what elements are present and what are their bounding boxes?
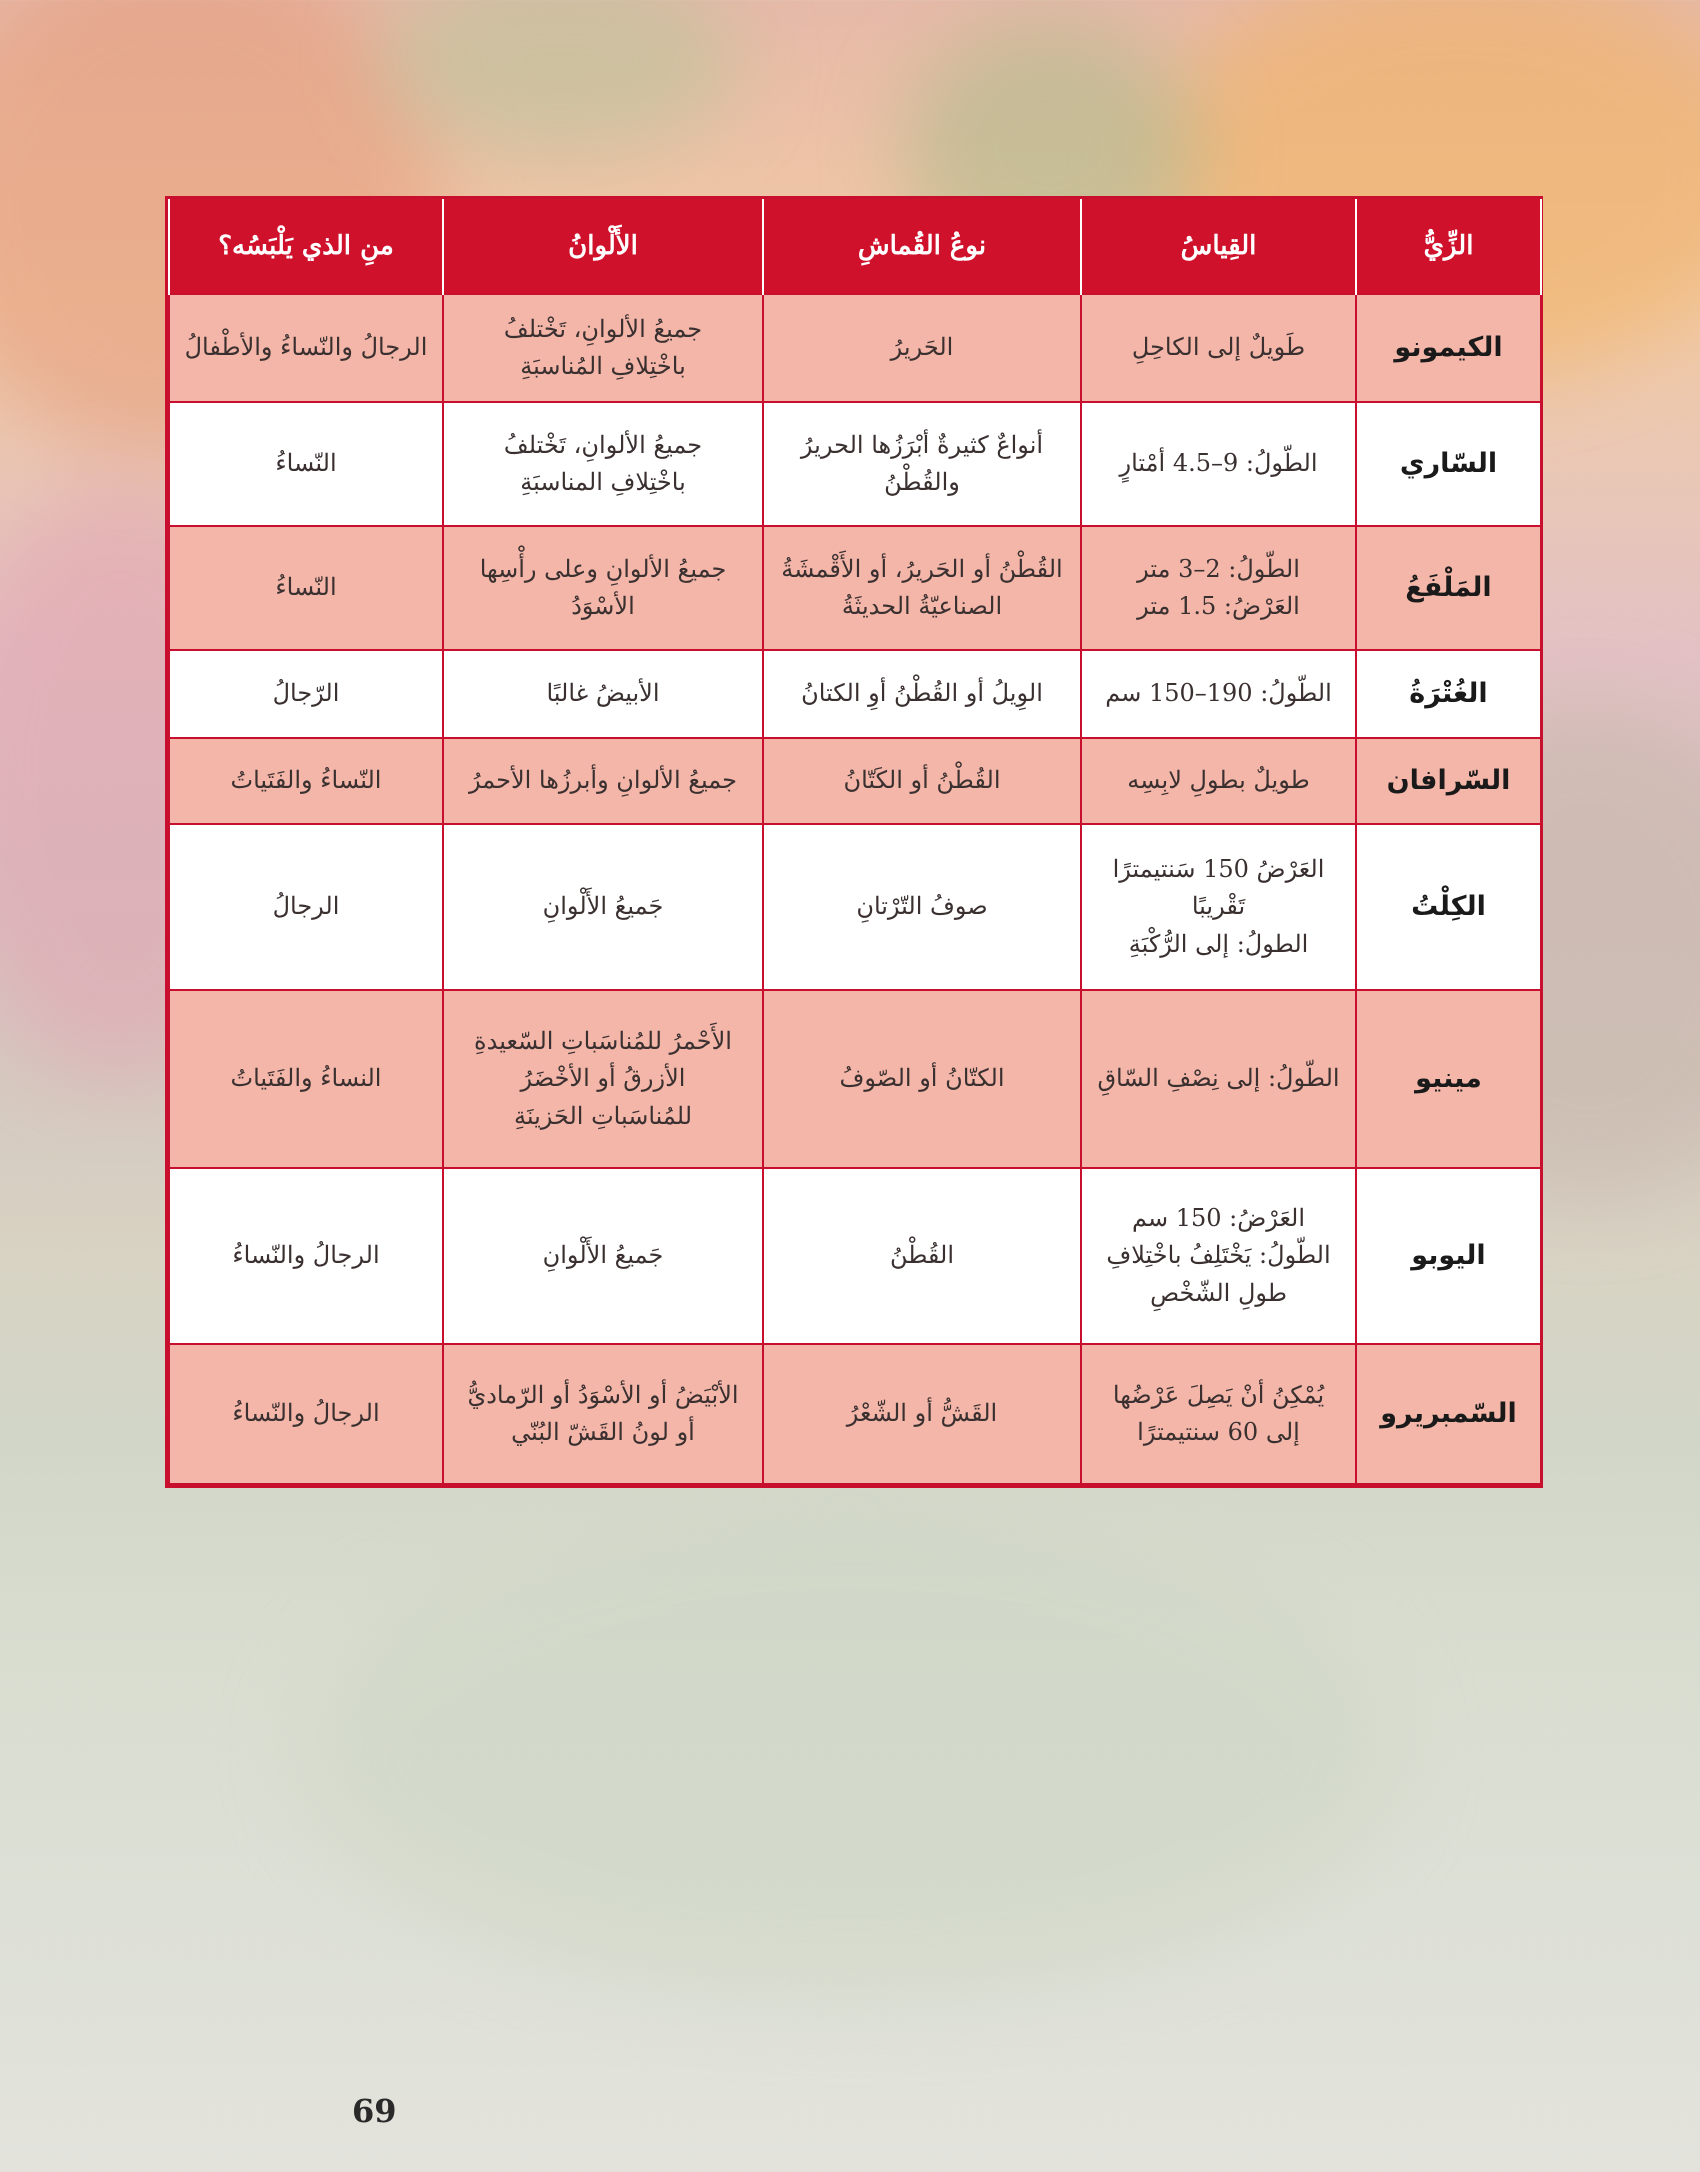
- page-number: 69: [352, 2092, 397, 2130]
- fabric-cell: القُطْنُ أو الكَتّانُ: [763, 738, 1081, 824]
- costume-name: السّرافان: [1356, 738, 1541, 824]
- table-row: [169, 1168, 1541, 1344]
- wearer-cell: النّساءُ: [169, 526, 443, 650]
- fabric-cell: صوفُ التّرْتانِ: [763, 824, 1081, 990]
- table-row: [169, 824, 1541, 990]
- table-row: [169, 1344, 1541, 1484]
- colors-cell: جميعُ الألوانِ وعلى رأْسِها الأسْوَدُ: [443, 526, 763, 650]
- size-cell: الطّولُ: 190–150 سم: [1081, 650, 1356, 738]
- colors-cell: جميعُ الألوانِ، تَخْتلفُ باخْتِلافِ المُناسبَةِ: [443, 294, 763, 402]
- costume-name: المَلْفَعُ: [1356, 526, 1541, 650]
- size-cell: الطّولُ: 9–4.5 أمْتارٍ: [1081, 402, 1356, 526]
- background-pond: [300, 1500, 1400, 2000]
- costume-table-frame: [165, 196, 1543, 1488]
- table-row: [169, 402, 1541, 526]
- fabric-cell: الوِيلُ أو القُطْنُ أوِ الكتانُ: [763, 650, 1081, 738]
- wearer-cell: الرجالُ والنّساءُ: [169, 1168, 443, 1344]
- colors-cell: جميعُ الألوانِ، تَخْتلفُ باخْتِلافِ المناسبَةِ: [443, 402, 763, 526]
- fabric-cell: الحَريرُ: [763, 294, 1081, 402]
- wearer-cell: النّساءُ والفَتَياتُ: [169, 738, 443, 824]
- size-cell: طويلٌ بطولِ لابِسِه: [1081, 738, 1356, 824]
- wearer-cell: الرّجالُ: [169, 650, 443, 738]
- background-tree-top: [380, 0, 740, 160]
- colors-cell: الأبيضُ غالبًا: [443, 650, 763, 738]
- costume-name: السّمبريرو: [1356, 1344, 1541, 1484]
- costume-name: السّاري: [1356, 402, 1541, 526]
- fabric-cell: أنواعٌ كثيرةٌ أبْرَزُها الحريرُ والقُطْنُ: [763, 402, 1081, 526]
- costume-name: اليوبو: [1356, 1168, 1541, 1344]
- costume-name: الكِلْتُ: [1356, 824, 1541, 990]
- size-cell: الطّولُ: إلى نِصْفِ السّاقِ: [1081, 990, 1356, 1168]
- costume-name: الغُتْرَةُ: [1356, 650, 1541, 738]
- wearer-cell: الرجالُ والنّساءُ: [169, 1344, 443, 1484]
- fabric-cell: الكتّانُ أو الصّوفُ: [763, 990, 1081, 1168]
- size-cell: طَويلٌ إلى الكاحِلِ: [1081, 294, 1356, 402]
- size-cell: العَرْضُ 150 سَنتيمترًا تَقْريبًا الطولُ: إلى الرُّكْبَةِ: [1081, 824, 1356, 990]
- wearer-cell: الرجالُ: [169, 824, 443, 990]
- header-fabric: نوعُ القُماشِ: [763, 199, 1081, 294]
- colors-cell: الأَحْمرُ للمُناسَباتِ السّعيدةِ الأزرقُ أو الأخْضَرُ للمُناسَباتِ الحَزينَةِ: [443, 990, 763, 1168]
- header-costume: الزِّيُّ: [1356, 199, 1541, 294]
- colors-cell: جميعُ الألوانِ وأبرزُها الأحمرُ: [443, 738, 763, 824]
- table-row: [169, 650, 1541, 738]
- fabric-cell: القَشُّ أو الشّعْرُ: [763, 1344, 1081, 1484]
- header-size: القِياسُ: [1081, 199, 1356, 294]
- colors-cell: جَميعُ الأَلْوانِ: [443, 1168, 763, 1344]
- size-cell: الطّولُ: 2–3 متر العَرْضُ: 1.5 متر: [1081, 526, 1356, 650]
- table-row: [169, 526, 1541, 650]
- wearer-cell: الرجالُ والنّساءُ والأطْفالُ: [169, 294, 443, 402]
- costume-table: [168, 199, 1542, 1485]
- table-row: [169, 738, 1541, 824]
- size-cell: العَرْضُ: 150 سم الطّولُ: يَخْتَلِفُ باخْتِلافِ طولِ الشّخْصِ: [1081, 1168, 1356, 1344]
- colors-cell: جَميعُ الأَلْوانِ: [443, 824, 763, 990]
- fabric-cell: القُطْنُ أو الحَريرُ، أو الأَقْمشَةُ الصناعيّةُ الحديثَةُ: [763, 526, 1081, 650]
- colors-cell: الأبْيَضُ أو الأسْوَدُ أو الرّماديُّ أو لونُ القَشّ البُنّي: [443, 1344, 763, 1484]
- costume-name: مينيو: [1356, 990, 1541, 1168]
- side-copyright-strip: [1605, 500, 1645, 1760]
- fabric-cell: القُطْنُ: [763, 1168, 1081, 1344]
- wearer-cell: النّساءُ: [169, 402, 443, 526]
- table-row: [169, 990, 1541, 1168]
- size-cell: يُمْكِنُ أنْ يَصِلَ عَرْضُها إلى 60 سنتيمترًا: [1081, 1344, 1356, 1484]
- wearer-cell: النساءُ والفَتَياتُ: [169, 990, 443, 1168]
- header-colors: الأَلْوانُ: [443, 199, 763, 294]
- table-header-row: [169, 199, 1541, 294]
- costume-name: الكيمونو: [1356, 294, 1541, 402]
- table-row: [169, 294, 1541, 402]
- header-wearer: منِ الذي يَلْبَسُه؟: [169, 199, 443, 294]
